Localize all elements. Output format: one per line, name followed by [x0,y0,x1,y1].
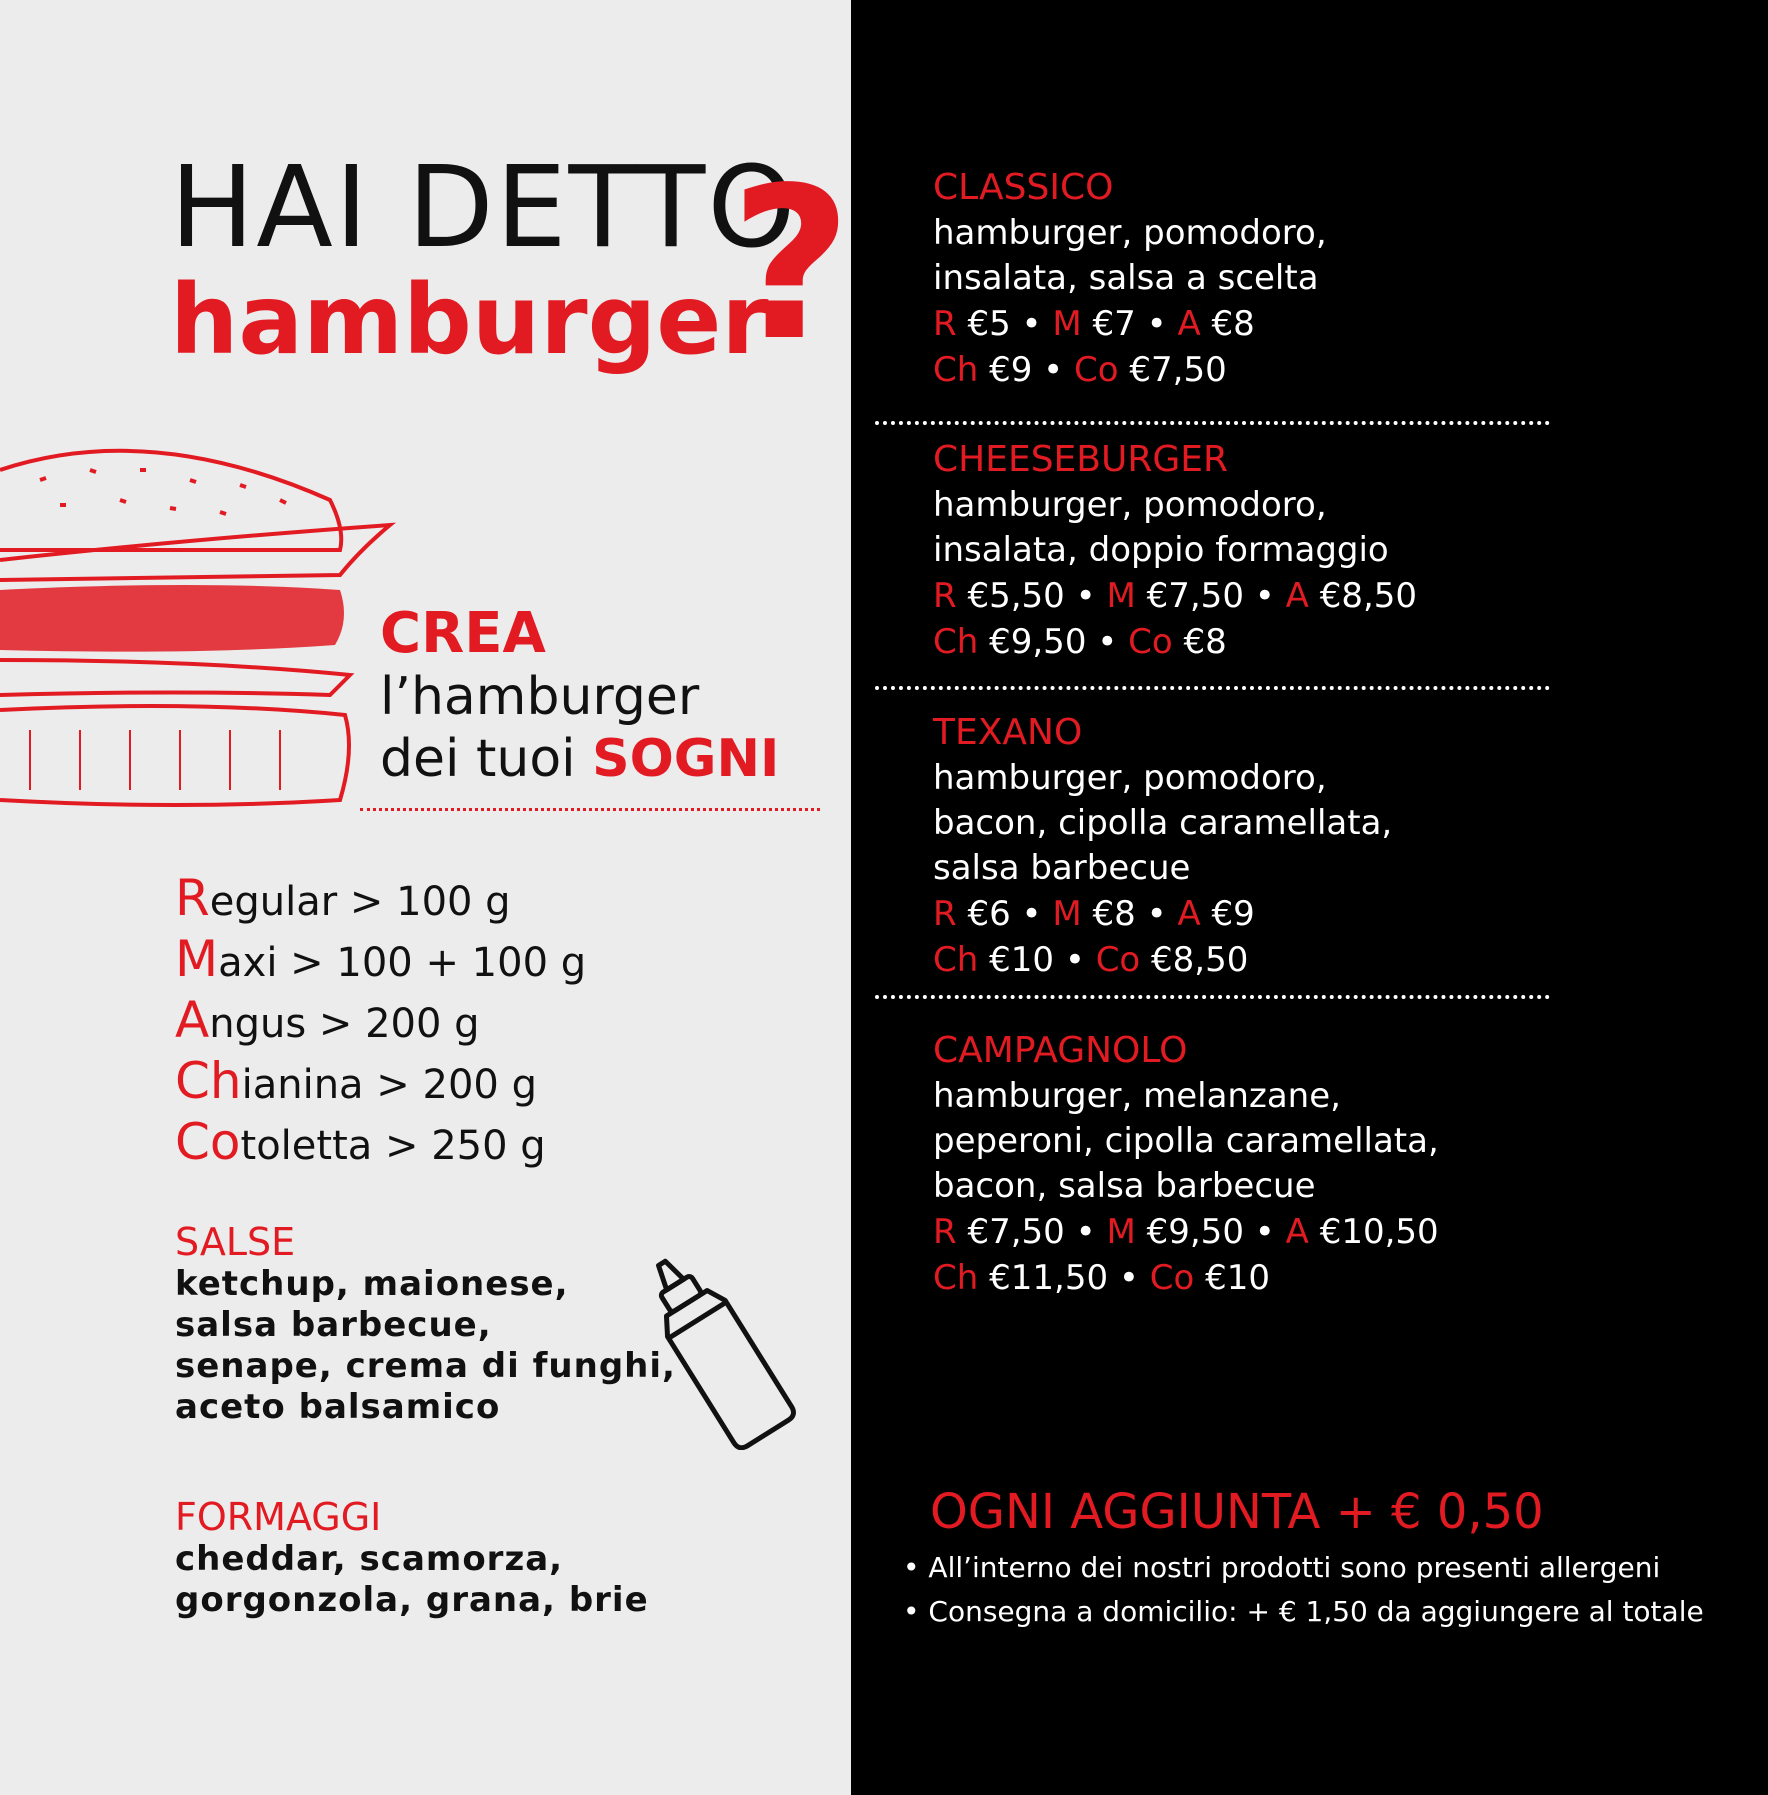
item-desc: peperoni, cipolla caramellata, [933,1121,1439,1161]
item-price-row2: Ch €10 • Co €8,50 [933,940,1249,980]
size-list [175,870,586,1175]
salse-line: aceto balsamico [175,1387,501,1427]
item-price-row1: R €5 • M €7 • A €8 [933,304,1255,344]
note-consegna: • Consegna a domicilio: + € 1,50 da aggiungere al totale [903,1595,1704,1628]
item-desc: insalata, doppio formaggio [933,530,1389,570]
item-name: CHEESEBURGER [933,439,1229,480]
item-price-row1: R €5,50 • M €7,50 • A €8,50 [933,576,1418,616]
item-desc: bacon, salsa barbecue [933,1166,1316,1206]
size-row: Maxi > 100 + 100 g [175,930,587,988]
salse-line: salsa barbecue, [175,1305,492,1345]
extra-charge: OGNI AGGIUNTA + € 0,50 [930,1484,1544,1540]
menu-item-classico [933,165,1327,393]
item-name: TEXANO [933,712,1083,753]
note-allergeni: • All’interno dei nostri prodotti sono presenti allergeni [903,1551,1661,1584]
item-desc: salsa barbecue [933,848,1191,888]
menu-item-campagnolo [933,1028,1439,1301]
salse-title: SALSE [175,1220,296,1264]
title-line1: HAI DETTO [170,143,798,273]
item-name: CAMPAGNOLO [933,1030,1188,1071]
item-desc: bacon, cipolla caramellata, [933,803,1393,843]
item-name: CLASSICO [933,167,1114,208]
crea-line2: l’hamburger [380,667,700,727]
size-row: Regular > 100 g [175,869,511,927]
menu-divider [875,686,1550,690]
item-price-row2: Ch €9 • Co €7,50 [933,350,1227,390]
item-desc: insalata, salsa a scelta [933,258,1319,298]
notes [903,1546,1704,1634]
item-price-row2: Ch €9,50 • Co €8 [933,622,1227,662]
size-row: Cotoletta > 250 g [175,1113,546,1171]
item-desc: hamburger, pomodoro, [933,485,1327,525]
item-desc: hamburger, melanzane, [933,1076,1341,1116]
crea-title: CREA [380,601,546,666]
item-price-row1: R €7,50 • M €9,50 • A €10,50 [933,1212,1439,1252]
crea-line3: dei tuoi SOGNI [380,729,780,789]
salse-section [175,1220,676,1428]
sogni-emphasis: SOGNI [592,729,780,789]
formaggi-line: cheddar, scamorza, [175,1539,564,1579]
formaggi-section [175,1495,649,1621]
question-mark: ? [730,142,852,387]
item-price-row1: R €6 • M €8 • A €9 [933,894,1255,934]
burger-illustration-icon [0,430,400,830]
item-price-row2: Ch €11,50 • Co €10 [933,1258,1271,1298]
salse-line: ketchup, maionese, [175,1264,569,1304]
sauce-bottle-icon [630,1240,810,1450]
salse-line: senape, crema di funghi, [175,1346,676,1386]
item-desc: hamburger, pomodoro, [933,213,1327,253]
formaggi-title: FORMAGGI [175,1495,382,1539]
crea-block [380,602,779,790]
item-desc: hamburger, pomodoro, [933,758,1327,798]
formaggi-line: gorgonzola, grana, brie [175,1580,649,1620]
menu-item-texano [933,710,1392,983]
menu-item-cheeseburger [933,437,1417,665]
menu-divider [875,421,1550,425]
title-line2: hamburger [170,264,769,376]
divider-left [360,808,820,811]
size-row: Angus > 200 g [175,991,480,1049]
size-row: Chianina > 200 g [175,1052,537,1110]
menu-divider [875,995,1550,999]
